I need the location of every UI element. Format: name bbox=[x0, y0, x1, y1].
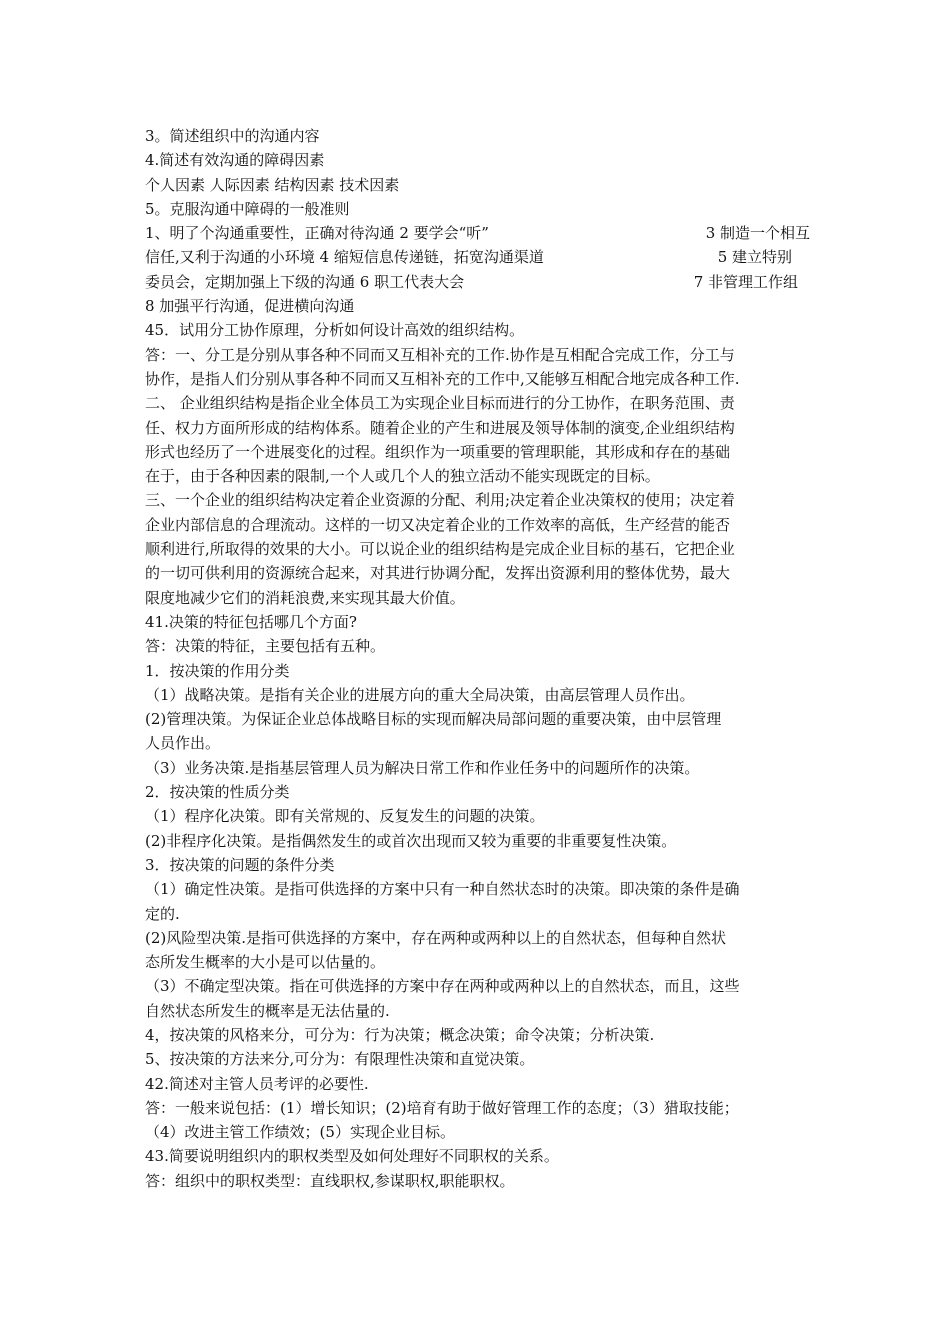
text-line: 定的. bbox=[145, 904, 180, 923]
question-heading: 42.简述对主管人员考评的必要性. bbox=[145, 1074, 369, 1093]
text-line: 答：组织中的职权类型：直线职权,参谋职权,职能职权。 bbox=[145, 1171, 515, 1190]
document-page bbox=[145, 124, 810, 1193]
text-line: （4）改进主管工作绩效；(5）实现企业目标。 bbox=[145, 1123, 455, 1142]
text-segment-right: 5 建立特别 bbox=[717, 248, 792, 267]
text-line: 3．按决策的问题的条件分类 bbox=[145, 855, 335, 874]
text-line: （3）不确定型决策。指在可供选择的方案中存在两种或两种以上的自然状态，而且，这些 bbox=[145, 977, 740, 996]
text-line: 2．按决策的性质分类 bbox=[145, 783, 290, 802]
text-line: 顺利进行,所取得的效果的大小。可以说企业的组织结构是完成企业目标的基石，它把企业 bbox=[145, 540, 735, 559]
text-line bbox=[145, 270, 810, 294]
text-line: 三、一个企业的组织结构决定着企业资源的分配、利用;决定着企业决策权的使用；决定着 bbox=[145, 491, 736, 510]
text-line: 答：一、分工是分别从事各种不同而又互相补充的工作.协作是互相配合完成工作，分工与 bbox=[145, 345, 735, 364]
text-line: 8 加强平行沟通，促进横向沟通 bbox=[145, 297, 355, 316]
text-line: (2)风险型决策.是指可供选择的方案中，存在两种或两种以上的自然状态，但每种自然状 bbox=[145, 928, 727, 947]
text-line: 自然状态所发生的概率是无法估量的. bbox=[145, 1001, 390, 1020]
text-line: （3）业务决策.是指基层管理人员为解决日常工作和作业任务中的问题所作的决策。 bbox=[145, 758, 700, 777]
text-line: 的一切可供利用的资源统合起来，对其进行协调分配，发挥出资源利用的整体优势，最大 bbox=[145, 564, 731, 583]
text-line bbox=[145, 245, 810, 269]
text-line bbox=[145, 221, 810, 245]
text-line: 二、 企业组织结构是指企业全体员工为实现企业目标而进行的分工协作，在职务范围、责 bbox=[145, 394, 735, 413]
text-line: 答：决策的特征，主要包括有五种。 bbox=[145, 637, 386, 656]
text-line: 在于，由于各种因素的限制,一个人或几个人的独立活动不能实现既定的目标。 bbox=[145, 467, 660, 486]
text-line: 答：一般来说包括：(1）增长知识；(2)培育有助于做好管理工作的态度；（3）猎取技能； bbox=[145, 1098, 739, 1117]
text-line: 4，按决策的风格来分，可分为：行为决策；概念决策；命令决策；分析决策. bbox=[145, 1025, 655, 1044]
question-heading: 43.简要说明组织内的职权类型及如何处理好不同职权的关系。 bbox=[145, 1147, 559, 1166]
text-line: 3。简述组织中的沟通内容 bbox=[145, 127, 320, 145]
text-line: 企业内部信息的合理流动。这样的一切又决定着企业的工作效率的高低，生产经营的能否 bbox=[145, 515, 731, 534]
text-line: 5、按决策的方法来分,可分为：有限理性决策和直觉决策。 bbox=[145, 1050, 535, 1069]
text-line: 5。克服沟通中障碍的一般准则 bbox=[145, 199, 350, 218]
text-line: 限度地减少它们的消耗浪费,来实现其最大价值。 bbox=[145, 588, 465, 607]
text-line: 协作，是指人们分别从事各种不同而又互相补充的工作中,又能够互相配合地完成各种工作. bbox=[145, 369, 740, 388]
question-heading: 41.决策的特征包括哪几个方面? bbox=[145, 612, 357, 631]
text-line: 人员作出。 bbox=[145, 734, 221, 753]
question-heading: 45．试用分工协作原理，分析如何设计高效的组织结构。 bbox=[145, 321, 525, 340]
text-segment-left: 信任,又利于沟通的小环境 4 缩短信息传递链，拓宽沟通渠道 bbox=[145, 248, 544, 267]
text-line: 4.简述有效沟通的障碍因素 bbox=[145, 151, 325, 170]
text-line: (2)管理决策。为保证企业总体战略目标的实现而解决局部问题的重要决策，由中层管理 bbox=[145, 710, 722, 729]
text-line: 个人因素 人际因素 结构因素 技术因素 bbox=[145, 175, 400, 194]
text-segment-left: 委员会，定期加强上下级的沟通 6 职工代表大会 bbox=[145, 272, 465, 291]
text-line: 态所发生概率的大小是可以估量的。 bbox=[145, 953, 386, 972]
text-segment-left: 1、明了个沟通重要性，正确对待沟通 2 要学会“听” bbox=[145, 224, 489, 243]
text-line: （1）程序化决策。即有关常规的、反复发生的问题的决策。 bbox=[145, 807, 545, 826]
text-line: (2)非程序化决策。是指偶然发生的或首次出现而又较为重要的非重要复性决策。 bbox=[145, 831, 677, 850]
text-segment-right: 3 制造一个相互 bbox=[705, 224, 810, 243]
text-line: 形式也经历了一个进展变化的过程。组织作为一项重要的管理职能，其形成和存在的基础 bbox=[145, 442, 731, 461]
text-line: （1）战略决策。是指有关企业的进展方向的重大全局决策，由高层管理人员作出。 bbox=[145, 685, 695, 704]
text-line: 任、权力方面所形成的结构体系。随着企业的产生和进展及领导体制的演变,企业组织结构 bbox=[145, 418, 735, 437]
text-segment-right: 7 非管理工作组 bbox=[693, 272, 798, 291]
text-line: （1）确定性决策。是指可供选择的方案中只有一种自然状态时的决策。即决策的条件是确 bbox=[145, 880, 740, 899]
text-line: 1．按决策的作用分类 bbox=[145, 661, 290, 680]
